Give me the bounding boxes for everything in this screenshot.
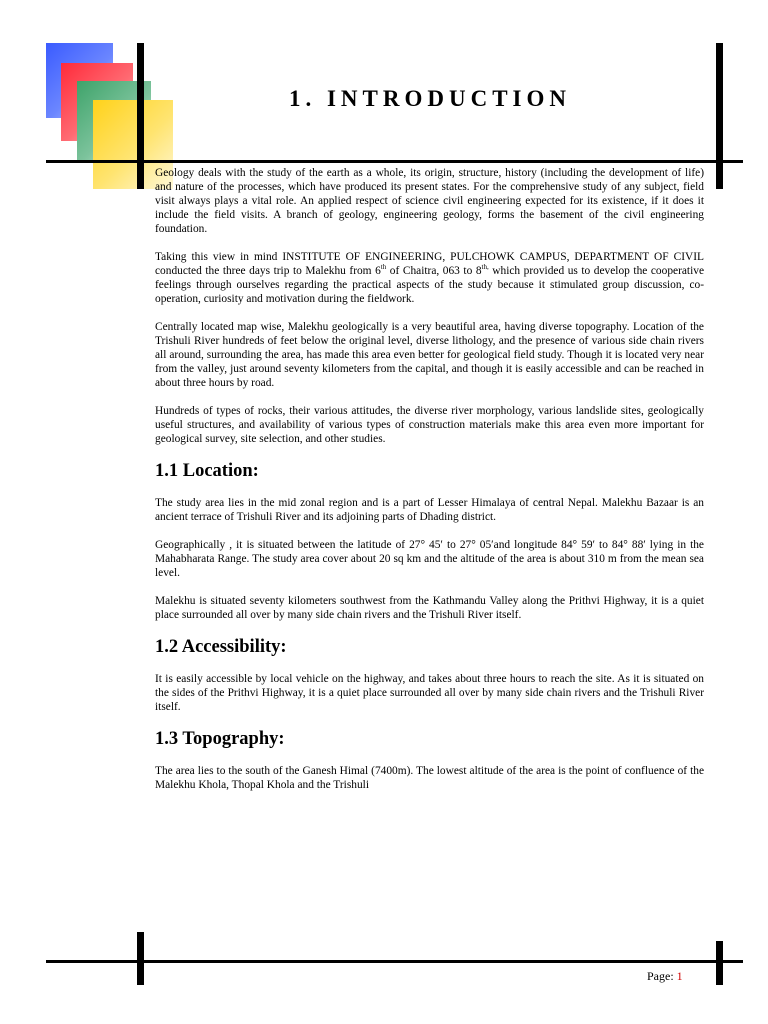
header-vertical-bar-left [137,43,144,189]
section-heading-topography: 1.3 Topography: [155,729,285,749]
page-title: 1. INTRODUCTION [288,86,572,111]
location-paragraph-2: Geographically , it is situated between the latitude of 27° 45′ to 27° 05′and longitude 84° 59′ to 84° 88′ lying in the Mahabharata Range. The study area cover about 20 sq km and the altitude of the area is about 310 m from the mean sea level. [155,539,704,579]
intro-paragraph-1: Geology deals with the study of the earth as a whole, its origin, structure, history (including the development of life) and nature of the processes, which have produced its present states. For the comprehensive study of any subject, field visit always plays a vital role. An applied respect of science civil engineering expected for its existence, if it does it include the field visits. A branch of geology, engineering geology, forms the basement of the civil engineering foundation. [155,167,704,235]
intro-paragraph-4: Hundreds of types of rocks, their various attitudes, the diverse river morphology, various landslide sites, geologically useful structures, and availability of various types of construction materials make this area even more important for geological survey, site selection, and other studies. [155,405,704,445]
topography-paragraph-1: The area lies to the south of the Ganesh Himal (7400m). The lowest altitude of the area is the point of confluence of the Malekhu Khola, Thopal Khola and the Trishuli [155,765,704,791]
section-heading-location: 1.1 Location: [155,461,259,481]
intro-paragraph-2: Taking this view in mind INSTITUTE OF ENGINEERING, PULCHOWK CAMPUS, DEPARTMENT OF CIVIL conducted the three days trip to Malekhu from 6th of Chaitra, 063 to $8^{th,}$ which provided us to develop the cooperative feelings through ourselves regarding the practical aspects of the study because it stimulated group discussion, co-operation, curiosity and motivation during the fieldwork. [155,251,704,305]
header-vertical-bar-right [716,43,723,189]
location-paragraph-3: Malekhu is situated seventy kilometers southwest from the Kathmandu Valley along the Prithvi Highway, it is a quiet place surrounded all over by many side chain rivers and the Trishuli River itself. [155,595,704,621]
footer-horizontal-rule [46,960,743,963]
accessibility-paragraph-1: It is easily accessible by local vehicle on the highway, and takes about three hours to reach the site. As it is situated on the sides of the Prithvi Highway, it is a quiet place surrounded all over by many side chain rivers and the Trishuli River itself. [155,673,704,713]
page-label: Page: [647,969,677,983]
section-heading-accessibility: 1.2 Accessibility: [155,637,287,657]
footer-vertical-bar-right [716,941,723,985]
page-number: 1 [676,969,683,983]
footer-vertical-bar-left [137,932,144,985]
header-horizontal-rule [46,160,743,163]
document-body [155,166,704,806]
page-number-footer [647,969,683,984]
location-paragraph-1: The study area lies in the mid zonal region and is a part of Lesser Himalaya of central Nepal. Malekhu Bazaar is an ancient terrace of Trishuli River and its adjoining parts of Dhading district. [155,497,704,523]
intro-paragraph-3: Centrally located map wise, Malekhu geologically is a very beautiful area, having diverse topography. Location of the Trishuli River hundreds of feet below the original level, diverse lithology, and the presence of various side chain rivers all around, surrounding the area, has made this area even better for geological field study. Though it is located very near from the valley, just around seventy kilometers from the capital, and though it is easily accessible and can be reached in about three hours by road. [155,321,704,389]
